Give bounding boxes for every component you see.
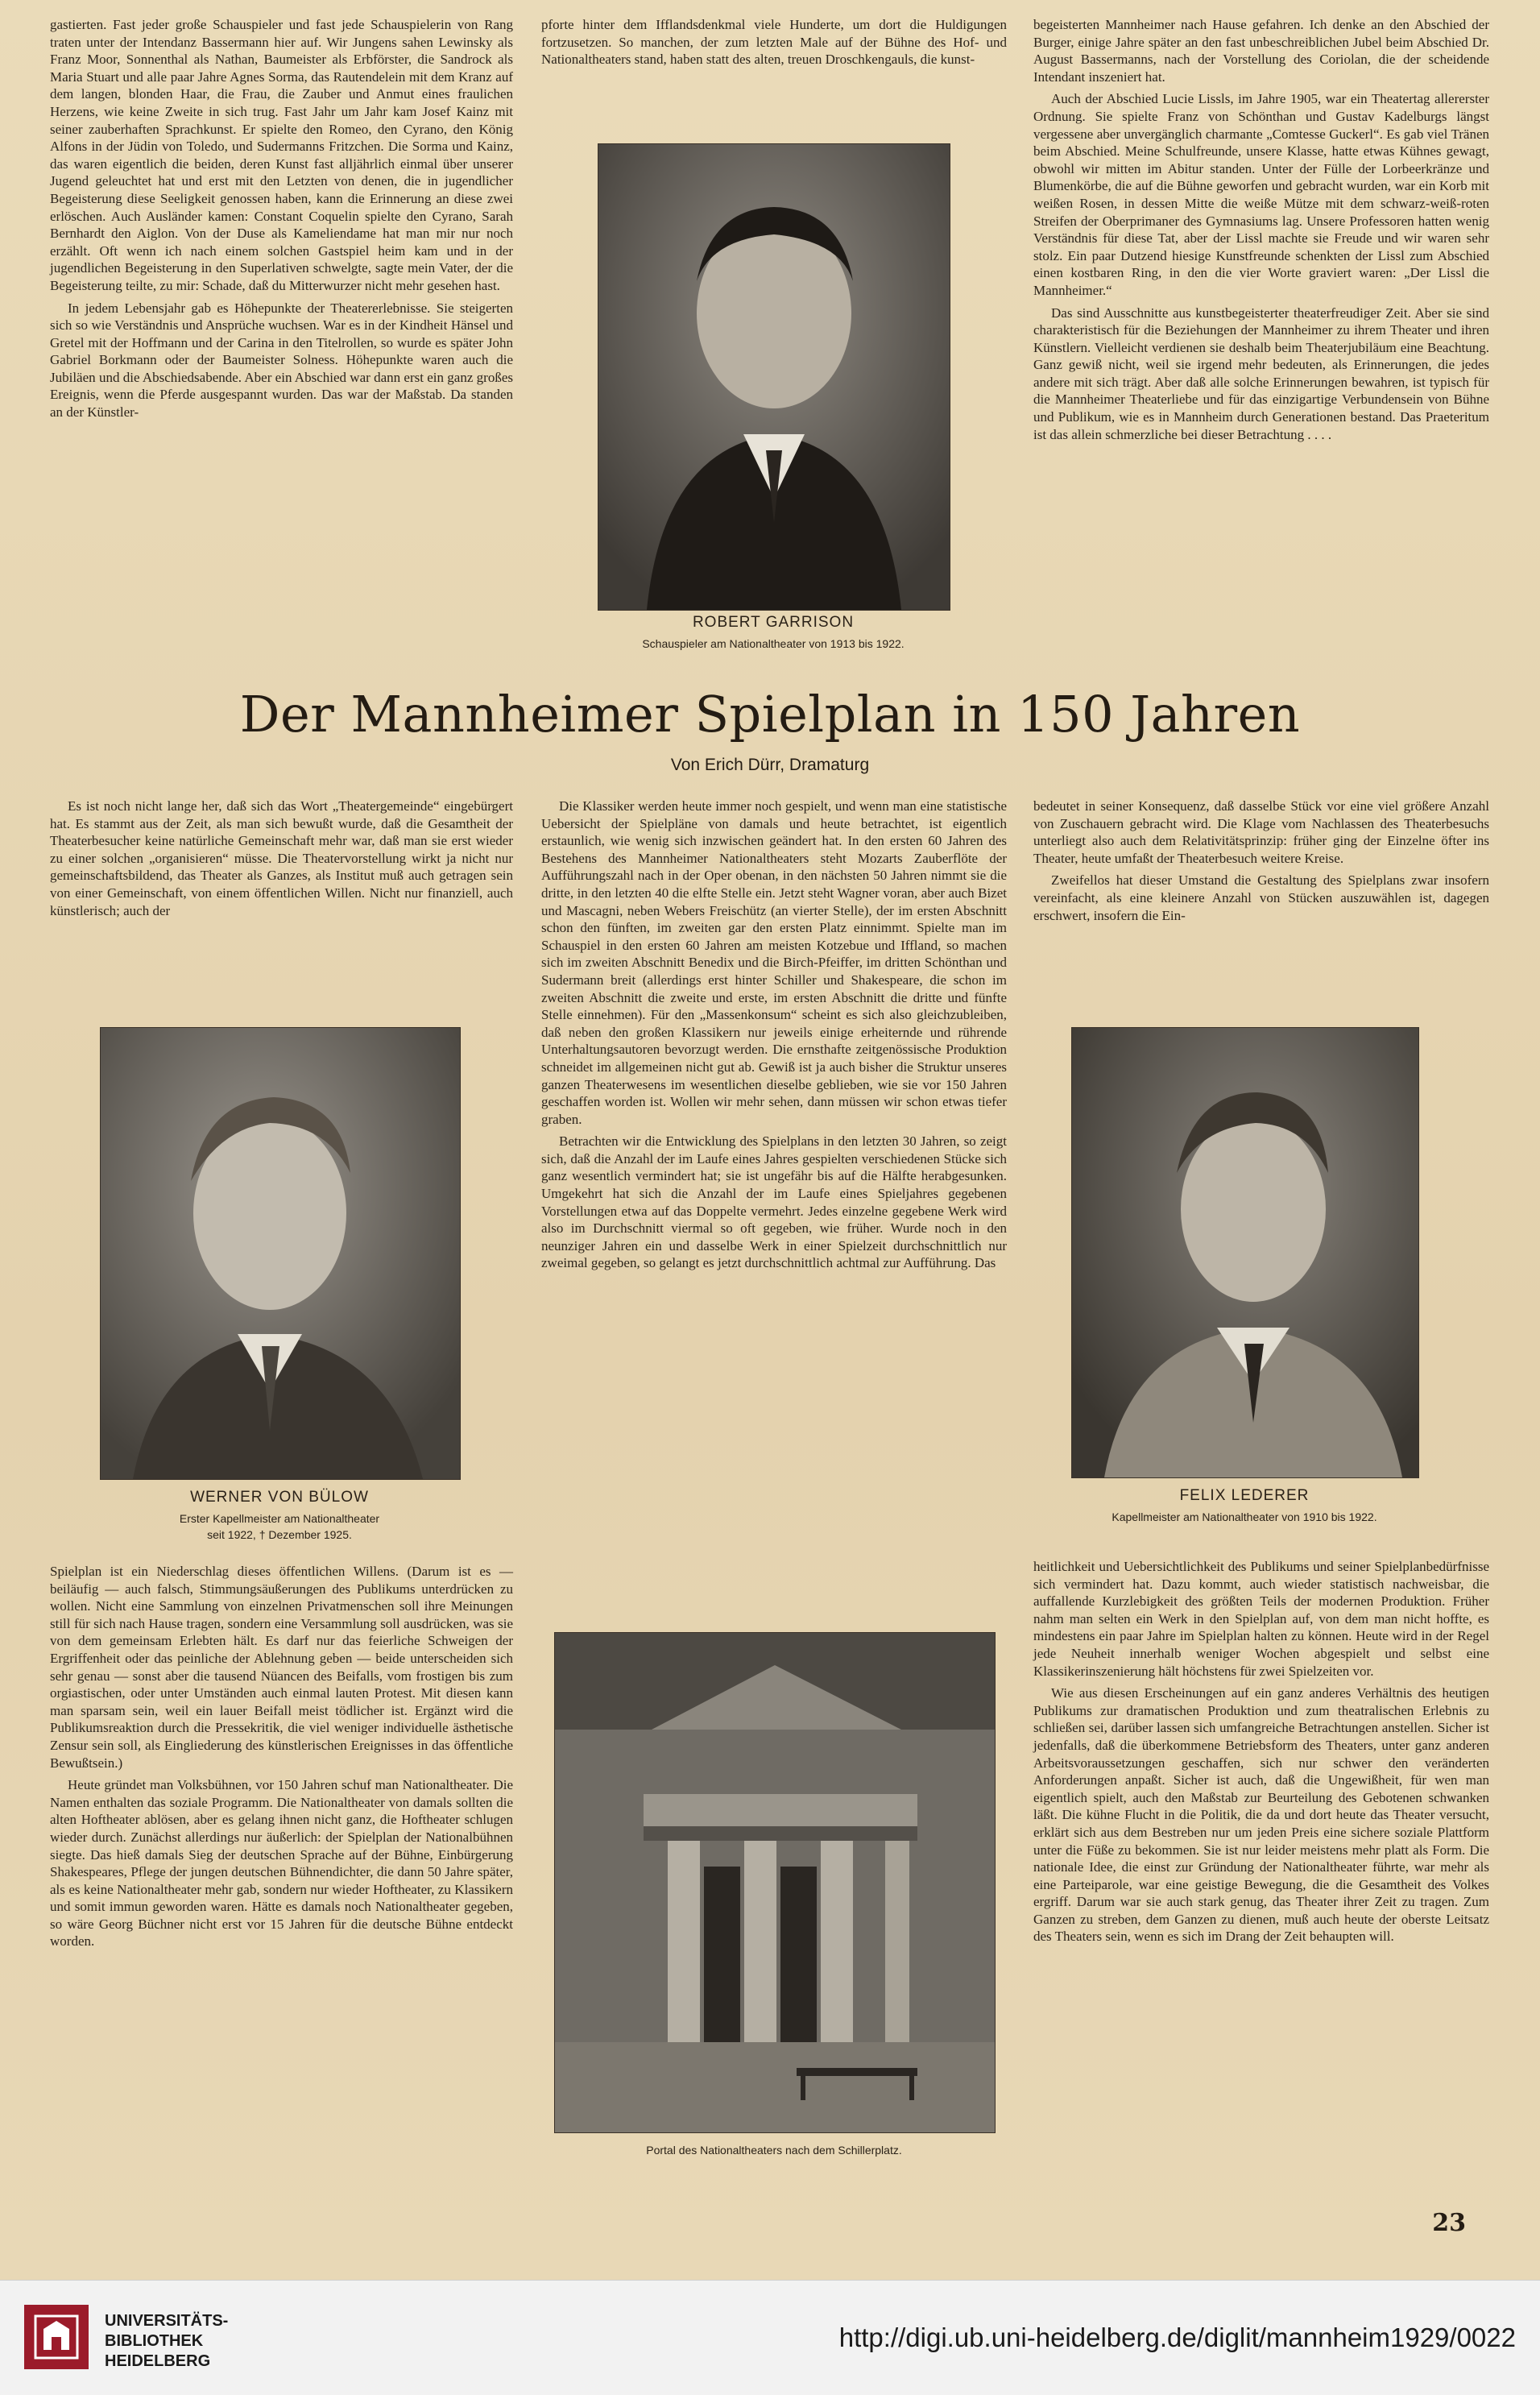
buelow-caption-line-1: Erster Kapellmeister am Nationaltheater	[179, 1512, 380, 1525]
buelow-name: WERNER VON BÜLOW	[190, 1489, 369, 1506]
portal-caption: Portal des Nationaltheaters nach dem Schillerplatz.	[646, 2144, 902, 2157]
body-column-3-top	[1033, 798, 1489, 929]
library-logo[interactable]	[24, 2302, 314, 2374]
portrait-lederer-image	[1072, 1028, 1418, 1477]
top-col2-paragraph: pforte hinter dem Ifflandsdenkmal viele Hunderte, um dort die Huldigungen fortzusetzen. So manchen, der zum letzten Male auf der Bühne des Hof- und Nationaltheaters stand, haben statt des alten, treuen Droschkengauls, die kunst-	[541, 17, 1007, 68]
portrait-garrison-image	[598, 144, 950, 610]
portal-building-image	[555, 1633, 995, 2132]
photo-werner-von-buelow	[100, 1027, 461, 1480]
body-paragraph-erscheinungen: Wie aus diesen Erscheinungen auf ein ganz anderes Verhältnis des heutigen Publikums zur dramatischen Produktion und zum theatralischen Erlebnis zu schließen sei, darüber lassen sich umfangreiche Betrachtungen anstellen. Sicher ist jedenfalls, daß die überkommene Betriebsform des Theaters, unter ganz anderen Arbeitsvoraussetzungen geschaffen, sich nur schwer den veränderten Anforderungen anpaßt. Sicher ist auch, daß die Ungewißheit, für wen man eigentlich spielt, auch den Maßstab zur Beurteilung des Gebotenen schwanken läßt. Die kühne Flucht in die Politik, die da und dort heute das Theater versucht, erklärt sich aus dem Bestreben nur um jeden Preis eine sichere soziale Plattform unter die Füße zu bekommen. Sie ist nur leider meistens mehr platt als Form. Die nationale Idee, die einst zur Gründung der Nationaltheater führte, war mehr als eine Parteiparole, war eine geistige Bewegung, die die Gesamtheit des Volkes ergriff. Darum war sie auch stark genug, das Theater ihrer Zeit zu tragen. Zum Ganzen zu streben, dem Ganzen zu dienen, muß auch heute der oberste Leitsatz des Theaters sein, wenn es sich im Drang der Zeit behaupten will.	[1033, 1685, 1489, 1945]
garrison-caption: Schauspieler am Nationaltheater von 1913 bis 1922.	[642, 637, 905, 650]
body-paragraph-einheitlichkeit: heitlichkeit und Uebersichtlichkeit des Publikums und seiner Spielplanbedürfnisse sich vermindert hat. Dazu kommt, auch wieder statistisch nachweisbar, die auffallende Kurzlebigkeit des größten Teils der modernen Produktion. Früher nahm man selten ein Werk in den Spielplan auf, von dem man nicht hoffte, es mindestens ein paar Jahre im Spielplan halten zu können. Heute wird in der Regel jede Neuheit innerhalb weniger Wochen abgespielt und selbst eine Klassikerinszenierung hält höchstens für zwei Spielzeiten vor.	[1033, 1559, 1489, 1679]
body-paragraph-konsequenz: bedeutet in seiner Konsequenz, daß dasselbe Stück vor eine viel größere Anzahl von Zuschauern gebracht wird. Die Klage vom Nachlassen des Theaterbesuchs unterliegt also auch dem Relativitätsprinzip: früher ging der Einzelne öfter ins Theater, heute umfaßt der Theaterbesuch weitere Kreise.	[1033, 798, 1489, 866]
top-column-1	[50, 16, 513, 426]
body-paragraph-entwicklung: Betrachten wir die Entwicklung des Spielplans in den letzten 30 Jahren, so zeigt sich, daß die Anzahl der im Laufe eines Jahres gespielten verschiedenen Stücke sich ganz wesentlich vermindert hat; sie ist ungefähr bis auf die Hälfte herabgesunken. Umgekehrt hat sich die Anzahl der im Laufe eines Spieljahres gegebenen Vorstellungen etwa auf das Doppelte vermehrt. Jedes einzelne gegebene Werk wird also im Durchschnitt viermal so oft gegeben, wie früher. Wurde noch in den neunziger Jahren ein und dasselbe Werk in einer Spielzeit durchschnittlich nur zweimal gegeben, so gelangt es jetzt durchschnittlich achtmal zur Aufführung. Das	[541, 1133, 1007, 1271]
garrison-name: ROBERT GARRISON	[692, 614, 855, 631]
top-col3-paragraph-2: Auch der Abschied Lucie Lissls, im Jahre 1905, war ein Theatertag allererster Ordnung. Sie spielte Franz von Schönthan und Gustav Kadelburgs längst vergessene aber unvergänglich charmante „Comtesse Guckerl“. Es gab viel Tränen beim Abschied. Meine Schulfreunde, unsere Klasse, hatte etwas Kühnes gewagt, obwohl wir mitten im Abitur standen. Unter der Fülle der Lorbeerkränze und Blumenkörbe, die auf die Bühne geworfen und gebracht wurden, war ein Korb mit weißen Rosen, in dessen Mitte die weiße Mütze mit dem schwarz-weiß-roten Streifen der Oberprimaner des Gymnasiums lag. Unsere Professoren hatten wenig Verständnis für diese Tat, aber der Lissl machte sie Freude und wir waren sehr stolz. Ein paar Dutzend hiesige Kunstfreunde schenkten der Lissl zum Abschied einen kostbaren Ring, in den die vier Worte graviert waren: „Der Lissl die Mannheimer.“	[1033, 91, 1489, 298]
body-column-3-bottom	[1033, 1558, 1489, 1950]
digitization-footer	[0, 2280, 1540, 2395]
body-column-1-bottom	[50, 1563, 513, 1955]
library-name-line-1: UNIVERSITÄTS-	[105, 2312, 229, 2330]
photo-felix-lederer	[1071, 1027, 1419, 1478]
article-byline: Von Erich Dürr, Dramaturg	[670, 756, 870, 774]
digitization-url-link[interactable]: http://digi.ub.uni-heidelberg.de/diglit/mannheim1929/0022	[838, 2322, 1516, 2352]
lederer-name: FELIX LEDERER	[1179, 1487, 1310, 1504]
body-paragraph-intro: Es ist noch nicht lange her, daß sich das Wort „Theatergemeinde“ eingebürgert hat. Es stammt aus der Zeit, als man sich bewußt wurde, daß die Gesamtheit der Theaterbesucher keine natürliche Gemeinschaft mehr war, daß man sie erst wieder zu einer solchen „organisieren“ müsse. Die Theatervorstellung wirkt ja nicht nur gemeinschaftsbildend, das Theater als Ganzes, als Institut muß auch getragen sein von einer Gemeinschaft, von einem öffentlichen Willen. Nicht nur finanziell, auch künstlerisch; auch der	[50, 798, 513, 918]
library-name-line-2: BIBLIOTHEK	[105, 2332, 204, 2350]
top-col1-paragraph-2: In jedem Lebensjahr gab es Höhepunkte der Theatererlebnisse. Sie steigerten sich so wie Verständnis und Ansprüche wuchsen. War es in der Kindheit Hänsel und Gretel mit der Hoffmann und der Carina in den Titelrollen, so wurde es später John Gabriel Borkmann oder der Baumeister Solness. Höhepunkte waren auch die Jubiläen und die Abschiedsabende. Aber ein Abschied war dann erst ein ganz großes Ereignis, wenn die Pferde ausgespannt wurden. Das war der Maßstab. Da standen an der Künstler-	[50, 300, 513, 421]
body-column-1-top	[50, 798, 513, 924]
body-paragraph-klassiker: Die Klassiker werden heute immer noch gespielt, und wenn man eine statistische Uebersicht der Spielpläne von damals und heute betrachtet, ist eigentlich erstaunlich, wie wenig sich inzwischen geändert hat. In den ersten 60 Jahren des Bestehens des Mannheimer Nationaltheaters steht Mozarts Zauberflöte der Aufführungszahl nach in der Oper obenan, in den nächsten 50 Jahren nimmt sie die dritte, in den letzten 40 die elfte Stelle ein. Jetzt steht Wagner voran, aber auch Bizet und Mascagni, neben Webers Freischütz (an vierter Stelle), der im ersten Abschnitt schon den fünften, im zweiten gar den ersten Platz einnimmt. Spielte man im Schauspiel in den ersten 60 Jahren am meisten Kotzebue und Iffland, so machen sich im zweiten Abschnitt Benedix und die Birch-Pfeiffer, im dritten Schönthan und Sudermann breit (allerdings erst hinter Schiller und Shakespeare, die schon im zweiten Abschnitt die zweite und erste, im ersten Abschnitt die dritte und fünfte Stelle einnehmen). Für den „Massenkonsum“ scheint es sich also gleichzubleiben, daß neben den großen Klassikern nur jeweils einige erheiternde und rührende Unterhaltungsautoren bevorzugt werden. Die ernsthafte zeitgenössische Produktion schneidet im allgemeinen nicht gut ab. Gewiß ist ja auch bisher die Struktur unseres ganzen Theaterwesens im wesentlichen dieselbe geblieben, wie sie vor 150 Jahren geschaffen worden ist. Wollen wir mehr sehen, dann müssen wir schon etwas tiefer graben.	[541, 798, 1007, 1127]
top-column-2	[541, 16, 1007, 73]
buelow-caption-line-2: seit 1922, † Dezember 1925.	[207, 1528, 352, 1541]
library-name	[105, 2311, 228, 2372]
lederer-caption: Kapellmeister am Nationaltheater von 1910 bis 1922.	[1112, 1510, 1377, 1523]
body-paragraph-volksbuehnen: Heute gründet man Volksbühnen, vor 150 Jahren schuf man Nationaltheater. Die Namen enthalten das soziale Programm. Die Nationaltheater von damals sollten die alten Hoftheater ablösen, aber es gelang ihnen nicht ganz, die Hoftheater schlugen wieder durch. Zunächst allerdings nur äußerlich: der Spielplan der Nationalbühnen siegte. Das hieß damals Sieg der deutschen Sprache auf der Bühne, Einbürgerung Shakespeares, Pflege der jungen deutschen Bühnendichter, die dann 50 Jahre später, als es keine Nationaltheater mehr gab, sondern nur wieder Hoftheater, zu Klassikern und somit immun geworden waren. Hätte es damals noch Nationaltheater gegeben, so wäre Georg Büchner nicht erst vor 15 Jahren für die deutsche Bühne entdeckt worden.	[50, 1777, 513, 1950]
body-paragraph-willen: Spielplan ist ein Niederschlag dieses öffentlichen Willens. (Darum ist es — beiläufig — auch falsch, Stimmungsäußerungen des Publikums unterdrücken zu wollen. Nicht eine Sammlung von einzelnen Privatmenschen soll ihre Meinungen still für sich nach Hause tragen, sondern eine Versammlung soll ausdrücken, was sie von dem gemeinsam Erlebten hält. Es darf nur das feierliche Schweigen der Ergriffenheit oder das peinliche der Ablehnung geben — beide unterscheiden sich sehr genau — sonst aber die tausend Nüancen des Beifalls, vom frostigen bis zum orgiastischen, oder unter Umständen auch einmal lauten Protest. Mit diesen kann man sparsam sein, weil ein lauer Beifall meist tödlicher ist. Ergänzt wird die Publikumsreaktion durch die Pressekritik, die viel weniger individuelle ästhetische Zensur sein soll, als Eingliederung des künstlerischen Ereignisses in das öffentliche Bewußtsein.)	[50, 1564, 513, 1771]
top-col3-paragraph-1: begeisterten Mannheimer nach Hause gefahren. Ich denke an den Abschied der Burger, einige Jahre später an den fast unbeschreiblichen Jubel beim Abschied Dr. August Bassermanns, nach der Vorstellung des Coriolan, die der scheidende Intendant inszeniert hat.	[1033, 17, 1489, 85]
article-headline: Der Mannheimer Spielplan in 150 Jahren	[239, 685, 1301, 744]
library-name-line-3: HEIDELBERG	[105, 2352, 211, 2370]
page-number: 23	[1432, 2209, 1466, 2237]
top-col3-paragraph-3: Das sind Ausschnitte aus kunstbegeisterter theaterfreudiger Zeit. Aber sie sind charakteristisch für die Beziehungen der Mannheimer zu ihrem Theater und ihren Künstlern. Vielleicht verdienen sie deshalb beim Theaterjubiläum eine Beachtung. Ganz gewiß nicht, weil sie irgend mehr bedeuten, als Erinnerungen, die jedes andere mit sich trägt. Aber daß alle solche Erinnerungen bewahren, ist typisch für die Mannheimer Theaterliebe und für das einzigartige Verbundensein von Bühne und Publikum, wie es in Mannheim durch Generationen bestand. Das Praeteritum ist das allein schmerzliche bei dieser Betrachtung . . . .	[1033, 305, 1489, 442]
portrait-buelow-image	[101, 1028, 460, 1479]
university-seal-icon	[24, 2305, 89, 2369]
top-col1-paragraph-1: gastierten. Fast jeder große Schauspieler und fast jede Schauspielerin von Rang traten unter der Intendanz Bassermann hier auf. Wir Jungens sahen Lewinsky als Franz Moor, Sonnenthal als Nathan, Baumeister als Erbförster, die Sandrock als Maria Stuart und alle paar Jahre Agnes Sorma, das Rautendelein mit dem Kranz auf dem langen, blonden Haar, die Frau, die Zauber und Anmut eines fraulichen Herzens, wie keine Zweite in sich trug. Fast Jahr um Jahr kam Josef Kainz mit seiner zauberhaften Sprachkunst. Er spielte den Romeo, den Cyrano, den König Alfons in der Jüdin von Toledo, und Sudermanns Fritzchen. Die Sorma und Kainz, das waren eigentlich die beiden, deren Kunst fast alljährlich einmal über unserer Jugend geleuchtet hat und erst mit den Letzten von denen, die in jugendlicher Begeisterung diese Seeligkeit genossen haben, kann die Erinnerung an diese zwei erlöschen. Auch Ausländer kamen: Constant Coquelin spielte den Cyrano, Sarah Bernhardt den Aiglon. Von der Duse als Kameliendame hat man mir nur noch erzählt. Oft wenn ich nach einem solchen Gastspiel heim kam und in der jugendlichen Begeisterung in den Superlativen schwelgte, sagte mein Vater, der die Begeisterung teilte, zu mir: Schade, daß du Mitterwurzer nicht mehr gesehen hast.	[50, 17, 513, 293]
photo-theater-portal	[554, 1632, 996, 2133]
body-paragraph-zweifellos: Zweifellos hat dieser Umstand die Gestaltung des Spielplans zwar insofern vereinfacht, als eine kleinere Anzahl von Stücken auszuwählen ist, dagegen erschwert, insofern die Ein-	[1033, 872, 1489, 923]
body-column-2	[541, 798, 1007, 1277]
photo-robert-garrison	[598, 143, 950, 611]
top-column-3	[1033, 16, 1489, 448]
